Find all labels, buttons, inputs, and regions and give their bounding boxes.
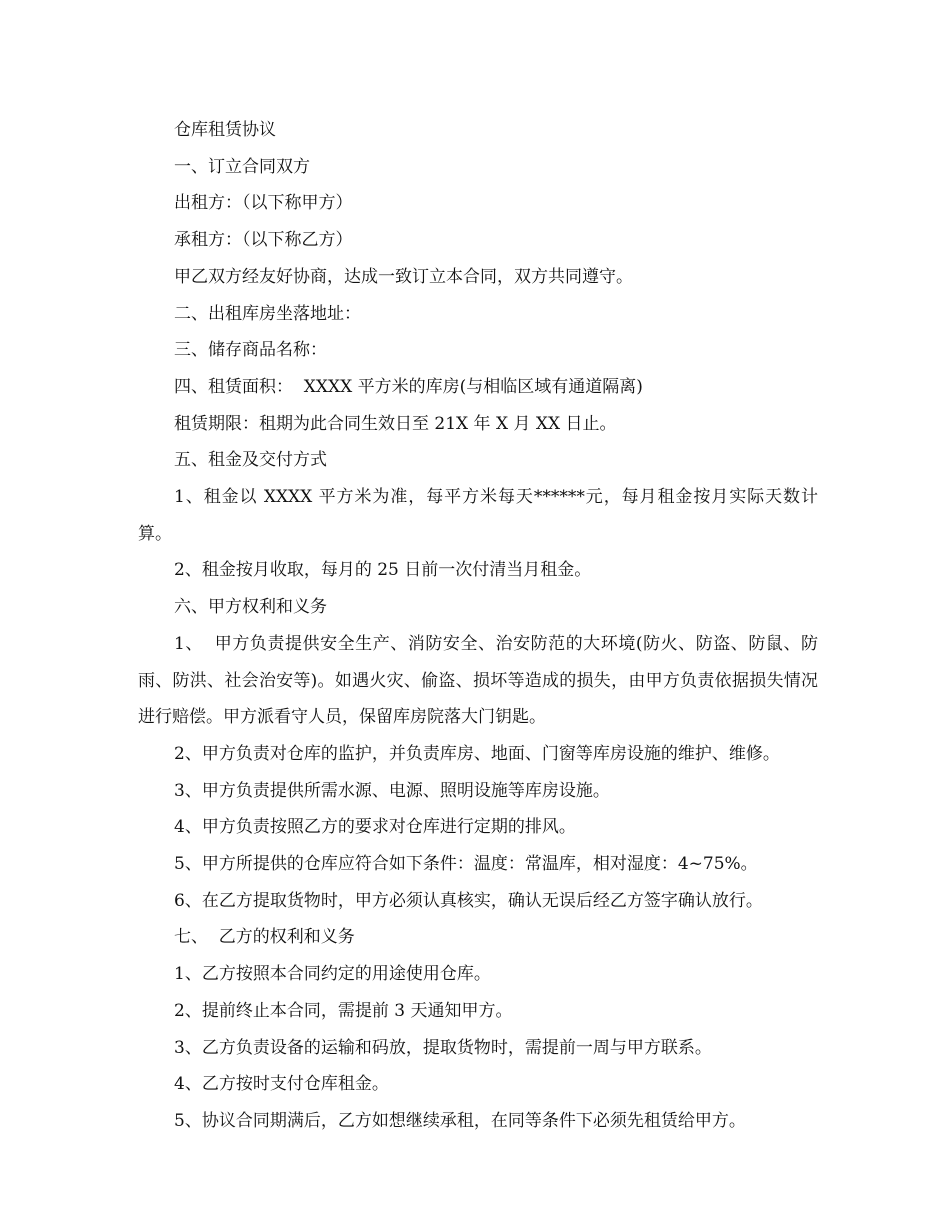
section-heading: 一、订立合同双方	[174, 156, 310, 177]
paragraph: 6、在乙方提取货物时，甲方必须认真核实，确认无误后经乙方签字确认放行。	[174, 890, 763, 911]
paragraph: 出租方：（以下称甲方）	[174, 193, 353, 214]
paragraph: 2、甲方负责对仓库的监护，并负责库房、地面、门窗等库房设施的维护、维修。	[174, 743, 780, 764]
paragraph: 甲乙双方经友好协商，达成一致订立本合同，双方共同遵守。	[174, 266, 633, 287]
paragraph: 5、甲方所提供的仓库应符合如下条件：温度：常温库，相对湿度：4~75%。	[174, 854, 758, 875]
paragraph: 承租方：（以下称乙方）	[174, 230, 353, 251]
document-title: 仓库租赁协议	[174, 120, 276, 140]
paragraph: 1、 甲方负责提供安全生产、消防安全、治安防范的大环境(防火、防盗、防鼠、防雨、防洪、社会治安等)。如遇火灾、偷盗、损坏等造成的损失，由甲方负责依据损失情况进行赔偿。甲方派看守人员，保留库房院落大门钥匙。	[138, 633, 818, 728]
paragraph: 4、乙方按时支付仓库租金。	[174, 1074, 389, 1095]
section-heading: 六、甲方权利和义务	[174, 597, 327, 618]
paragraph: 2、提前终止本合同，需提前 3 天通知甲方。	[174, 1000, 513, 1021]
paragraph: 5、协议合同期满后，乙方如想继续承租，在同等条件下必须先租赁给甲方。	[174, 1110, 746, 1131]
section-heading: 七、 乙方的权利和义务	[174, 927, 355, 948]
section-heading: 四、租赁面积： XXXX 平方米的库房(与相临区域有通道隔离)	[174, 376, 643, 397]
paragraph: 租赁期限：租期为此合同生效日至 21X 年 X 月 XX 日止。	[174, 413, 617, 434]
document-body	[138, 112, 818, 1140]
paragraph: 2、租金按月收取，每月的 25 日前一次付清当月租金。	[174, 560, 592, 581]
paragraph: 1、租金以 XXXX 平方米为准，每平方米每天******元，每月租金按月实际天数计算。	[138, 487, 818, 544]
section-heading: 五、租金及交付方式	[174, 450, 327, 471]
paragraph: 3、乙方负责设备的运输和码放，提取货物时，需提前一周与甲方联系。	[174, 1037, 712, 1058]
paragraph: 4、甲方负责按照乙方的要求对仓库进行定期的排风。	[174, 817, 576, 838]
paragraph: 1、乙方按照本合同约定的用途使用仓库。	[174, 964, 491, 985]
paragraph: 3、甲方负责提供所需水源、电源、照明设施等库房设施。	[174, 780, 610, 801]
section-heading: 二、出租库房坐落地址：	[174, 303, 361, 324]
section-heading: 三、储存商品名称：	[174, 340, 327, 361]
